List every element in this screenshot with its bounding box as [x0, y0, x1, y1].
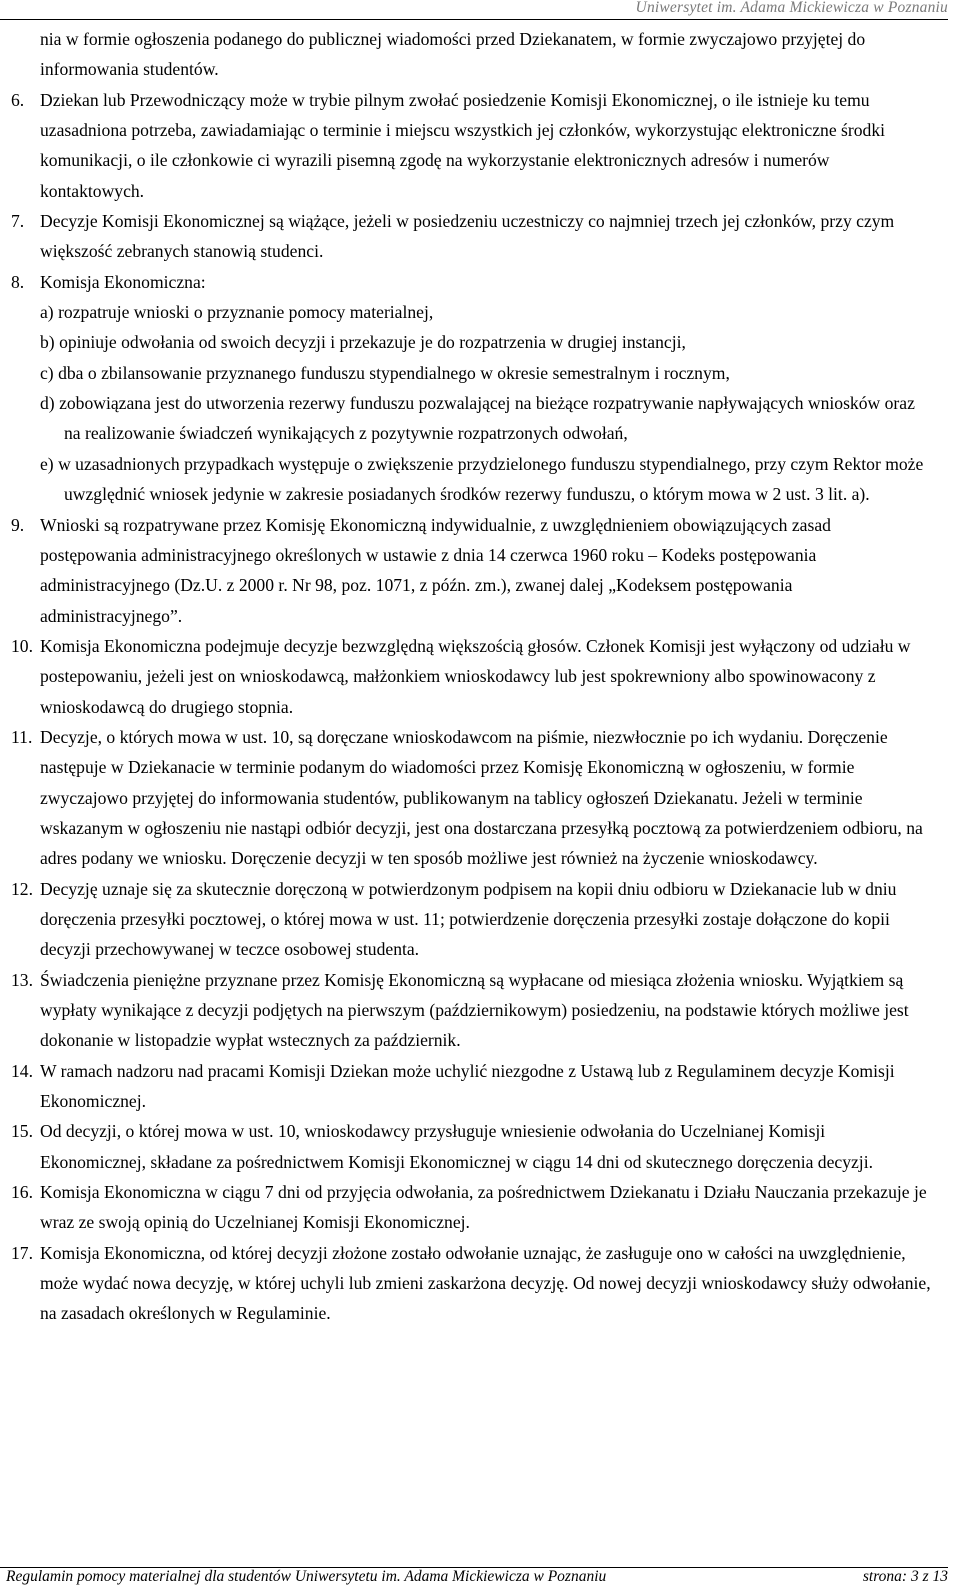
running-footer-title: Regulamin pomocy materialnej dla studentów Uniwersytetu im. Adama Mickiewicza w Poznaniu: [6, 1568, 607, 1585]
item-text: Decyzje Komisji Ekonomicznej są wiążące, jeżeli w posiedzeniu uczestniczy co najmniej trzech jej członków, przy czym większość zebranych stanowią studenci.: [40, 211, 895, 262]
item-number: 12.: [11, 878, 33, 899]
list-item: [10, 267, 932, 297]
item-text: Komisja Ekonomiczna w ciągu 7 dni od przyjęcia odwołania, za pośrednictwem Dziekanatu i Działu Nauczania przekazuje je wraz ze swoją opinią do Uczelnianej Komisji Ekonomicznej.: [40, 1182, 927, 1233]
item-text: Komisja Ekonomiczna podejmuje decyzje bezwzględną większością głosów. Członek Komisji jest wyłączony od udziału w postepowaniu, jeżeli jest on wnioskodawcą, małżonkiem wnioskodawcy lub jest spokrewniony albo spowinowacony z wnioskodawcą do drugiego stopnia.: [40, 635, 911, 717]
list-item: [10, 1177, 932, 1238]
item-number: 11.: [11, 726, 33, 747]
header-rule: [0, 19, 948, 20]
sub-item: [10, 358, 932, 388]
item-text: Od decyzji, o której mowa w ust. 10, wnioskodawcy przysługuje wniesienie odwołania do Uczelnianej Komisji Ekonomicznej, składane za pośrednictwem Komisji Ekonomicznej w ciągu 14 dni od skutecznego doręczenia decyzji.: [40, 1121, 873, 1172]
sub-item: [10, 327, 932, 357]
item-number: 14.: [11, 1060, 33, 1081]
list-item: [10, 631, 932, 722]
item-number: 15.: [11, 1121, 33, 1142]
sub-item-label: e): [40, 453, 54, 474]
list-item: [10, 722, 932, 874]
sub-item: [10, 449, 932, 510]
continued-paragraph: nia w formie ogłoszenia podanego do publicznej wiadomości przed Dziekanatem, w formie zwyczajowo przyjętej do informowania studentów.: [40, 29, 866, 80]
item-number: 17.: [11, 1242, 33, 1263]
sub-item-text: opiniuje odwołania od swoich decyzji i przekazuje je do rozpatrzenia w drugiej instancji,: [59, 332, 686, 353]
item-text: Decyzje, o których mowa w ust. 10, są doręczane wnioskodawcom na piśmie, niezwłocznie po ich wydaniu. Doręczenie następuje w Dziekanacie w terminie podanym do wiadomości przez Komisję Ekonomiczną w ogłoszeniu, w formie zwyczajowo przyjętej do informowania studentów, publikowanym na tablicy ogłoszeń Dziekanatu. Jeżeli w terminie wskazanym w ogłoszeniu nie nastąpi odbiór decyzji, jest ona dostarczana przesyłką pocztową za potwierdzeniem odbioru, na adres podany we wniosku. Doręczenie decyzji w ten sposób możliwe jest również na życzenie wnioskodawcy.: [40, 726, 923, 869]
list-item: [10, 206, 932, 267]
item-text: Wnioski są rozpatrywane przez Komisję Ekonomiczną indywidualnie, z uwzględnieniem obowiązujących zasad postępowania administracyjnego określonych w ustawie z dnia 14 czerwca 1960 roku – Kodeks postępowania administracyjnego (Dz.U. z 2000 r. Nr 98, poz. 1071, z późn. zm.), zwanej dalej „Kodeksem postępowania administracyjnego”.: [40, 514, 831, 626]
document-body: [10, 24, 932, 1329]
list-item: [10, 510, 932, 631]
sub-item-text: rozpatruje wnioski o przyznanie pomocy materialnej,: [58, 302, 434, 323]
item-text: Komisja Ekonomiczna, od której decyzji złożone zostało odwołanie uznając, że zasługuje ono w całości na uwzględnienie, może wydać nowa decyzję, w której uchyli lub zmieni zaskarżona decyzję. Od nowej decyzji wnioskodawcy służy odwołanie, na zasadach określonych w Regulaminie.: [40, 1242, 931, 1324]
sub-item-text: w uzasadnionych przypadkach występuje o zwiększenie przydzielonego funduszu stypendialnego, przy czym Rektor może uwzględnić wniosek jedynie w zakresie posiadanych środków rezerwy funduszu, o którym mowa w 2 ust. 3 lit. a).: [58, 453, 924, 505]
item-text: Komisja Ekonomiczna:: [40, 271, 206, 292]
list-item: [10, 874, 932, 965]
item-number: 7.: [11, 211, 25, 232]
item-number: 6.: [11, 89, 25, 110]
running-header: Uniwersytet im. Adama Mickiewicza w Poznaniu: [635, 0, 948, 16]
item-text: Dziekan lub Przewodniczący może w trybie pilnym zwołać posiedzenie Komisji Ekonomicznej, o ile istnieje ku temu uzasadniona potrzeba, zawiadamiając o terminie i miejscu wszystkich jej członków, wykorzystując elektroniczne środki komunikacji, o ile członkowie ci wyrazili pisemną zgodę na wykorzystanie elektronicznych adresów i numerów kontaktowych.: [40, 89, 886, 201]
sub-item-label: c): [40, 362, 54, 383]
list-item: [10, 965, 932, 1056]
item-text: Decyzję uznaje się za skutecznie doręczoną w potwierdzonym podpisem na kopii dniu odbioru w Dziekanacie lub w dniu doręczenia przesyłki pocztowej, o której mowa w ust. 11; potwierdzenie doręczenia przesyłki zostaje dołączone do kopii decyzji przechowywanej w teczce osobowej studenta.: [40, 878, 897, 960]
item-number: 16.: [11, 1182, 33, 1203]
item-number: 9.: [11, 514, 25, 535]
sub-item: [10, 297, 932, 327]
list-item: [10, 1056, 932, 1117]
sub-item-text: dba o zbilansowanie przyznanego funduszu stypendialnego w okresie semestralnym i rocznym,: [58, 362, 730, 383]
item-number: 10.: [11, 635, 33, 656]
sub-item-label: a): [40, 302, 54, 323]
page-number: strona: 3 z 13: [862, 1568, 948, 1585]
item-text: W ramach nadzoru nad pracami Komisji Dziekan może uchylić niezgodne z Ustawą lub z Regulaminem decyzje Komisji Ekonomicznej.: [40, 1060, 895, 1112]
item-text: Świadczenia pieniężne przyznane przez Komisję Ekonomiczną są wypłacane od miesiąca złożenia wniosku. Wyjątkiem są wypłaty wynikające z decyzji podjętych na pierwszym (październikowym) posiedzeniu, na podstawie których możliwe jest dokonanie w listopadzie wypłat wstecznych za październik.: [40, 969, 909, 1051]
sub-item-label: b): [40, 332, 55, 353]
item-number: 8.: [11, 271, 25, 292]
sub-item-text: zobowiązana jest do utworzenia rezerwy funduszu pozwalającej na bieżące rozpatrywanie napływających wniosków oraz na realizowanie świadczeń wynikających z pozytywnie rozpatrzonych odwołań,: [59, 393, 915, 444]
sub-item-label: d): [40, 393, 55, 414]
list-item: [10, 1238, 932, 1329]
list-item: [10, 1116, 932, 1177]
item-number: 13.: [11, 969, 33, 990]
sub-item: [10, 388, 932, 449]
list-item: [10, 85, 932, 206]
